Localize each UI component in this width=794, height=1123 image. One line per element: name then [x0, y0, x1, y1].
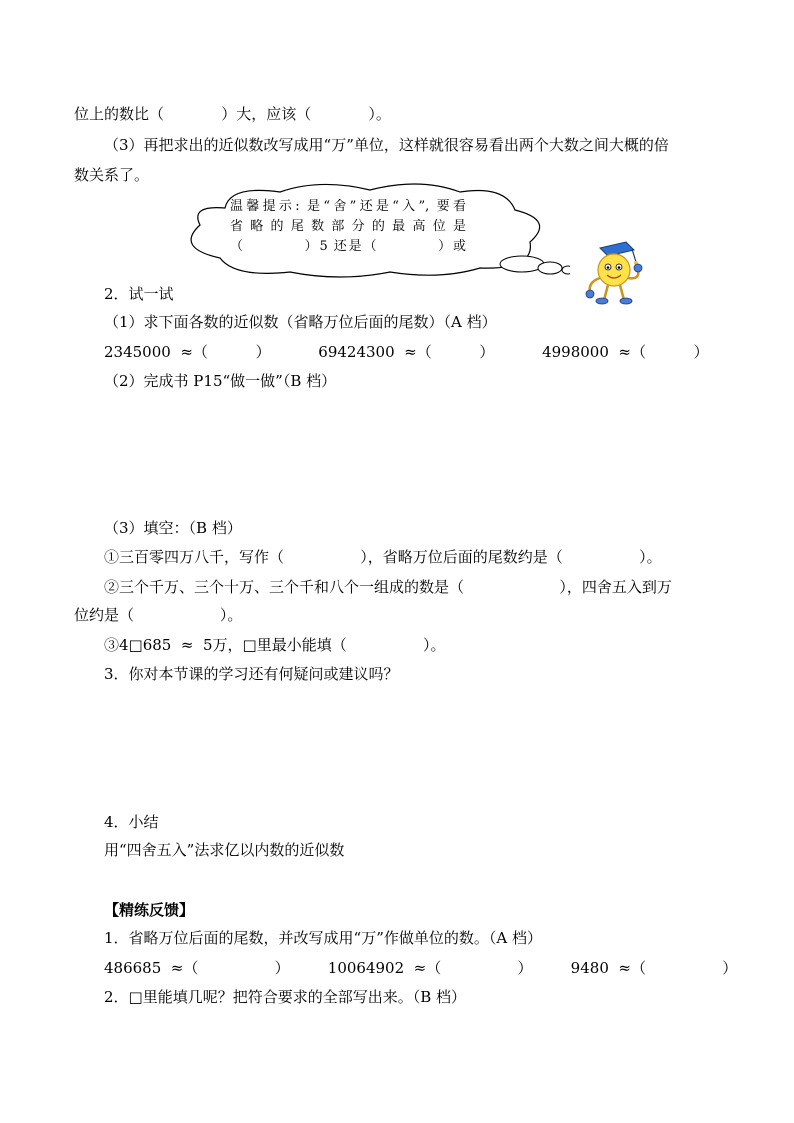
question-2-1: （1）求下面各数的近似数（省略万位后面的尾数）（A 档）	[104, 313, 497, 331]
hint-line-2: 省 略 的 尾 数 部 分 的 最 高 位 是	[230, 219, 466, 234]
hint-line-1: 温馨提示: 是“舍”还是“入”, 要看	[230, 199, 466, 214]
step-3-text-cont: 数关系了。	[74, 166, 150, 184]
practice-heading: 【精练反馈】	[104, 901, 195, 919]
fill-line-compare: 位上的数比（ ）大，应该（ ）。	[74, 105, 391, 123]
question-2-2: （2）完成书 P15“做一做”（B 档）	[104, 372, 337, 390]
section-3-heading: 3．你对本节课的学习还有何疑问或建议吗？	[104, 665, 399, 683]
question-2-3-c: ③4□685 ≈ 5万，□里最小能填（ ）。	[104, 636, 446, 654]
practice-question-1: 1．省略万位后面的尾数，并改写成用“万”作做单位的数。（A 档）	[104, 929, 542, 947]
step-3-text: （3）再把求出的近似数改写成用“万”单位，这样就很容易看出两个大数之间大概的倍	[104, 136, 669, 154]
practice-question-2: 2．□里能填几呢？把符合要求的全部写出来。（B 档）	[104, 988, 467, 1006]
question-2-3-b-cont: 位约是（ ）。	[74, 606, 243, 624]
question-2-3: （3）填空：（B 档）	[104, 519, 242, 537]
practice-question-1-numbers: 486685 ≈（ ） 10064902 ≈（ ） 9480 ≈（ ）	[104, 959, 738, 977]
question-2-3-b: ②三个千万、三个十万、三个千和八个一组成的数是（ ），四舍五入到万	[104, 578, 672, 596]
section-4-heading: 4．小结	[104, 813, 159, 831]
question-2-3-a: ①三百零四万八千，写作（ ），省略万位后面的尾数约是（ ）。	[104, 548, 662, 566]
hint-line-3: （ ）5 还是（ ）或	[230, 239, 466, 254]
question-2-1-numbers: 2345000 ≈（ ） 69424300 ≈（ ） 4998000 ≈（ ）	[104, 343, 709, 361]
section-2-heading: 2．试一试	[104, 285, 174, 303]
lightbulb-mascot-icon	[578, 240, 648, 306]
summary-text: 用“四舍五入”法求亿以内数的近似数	[104, 841, 345, 859]
